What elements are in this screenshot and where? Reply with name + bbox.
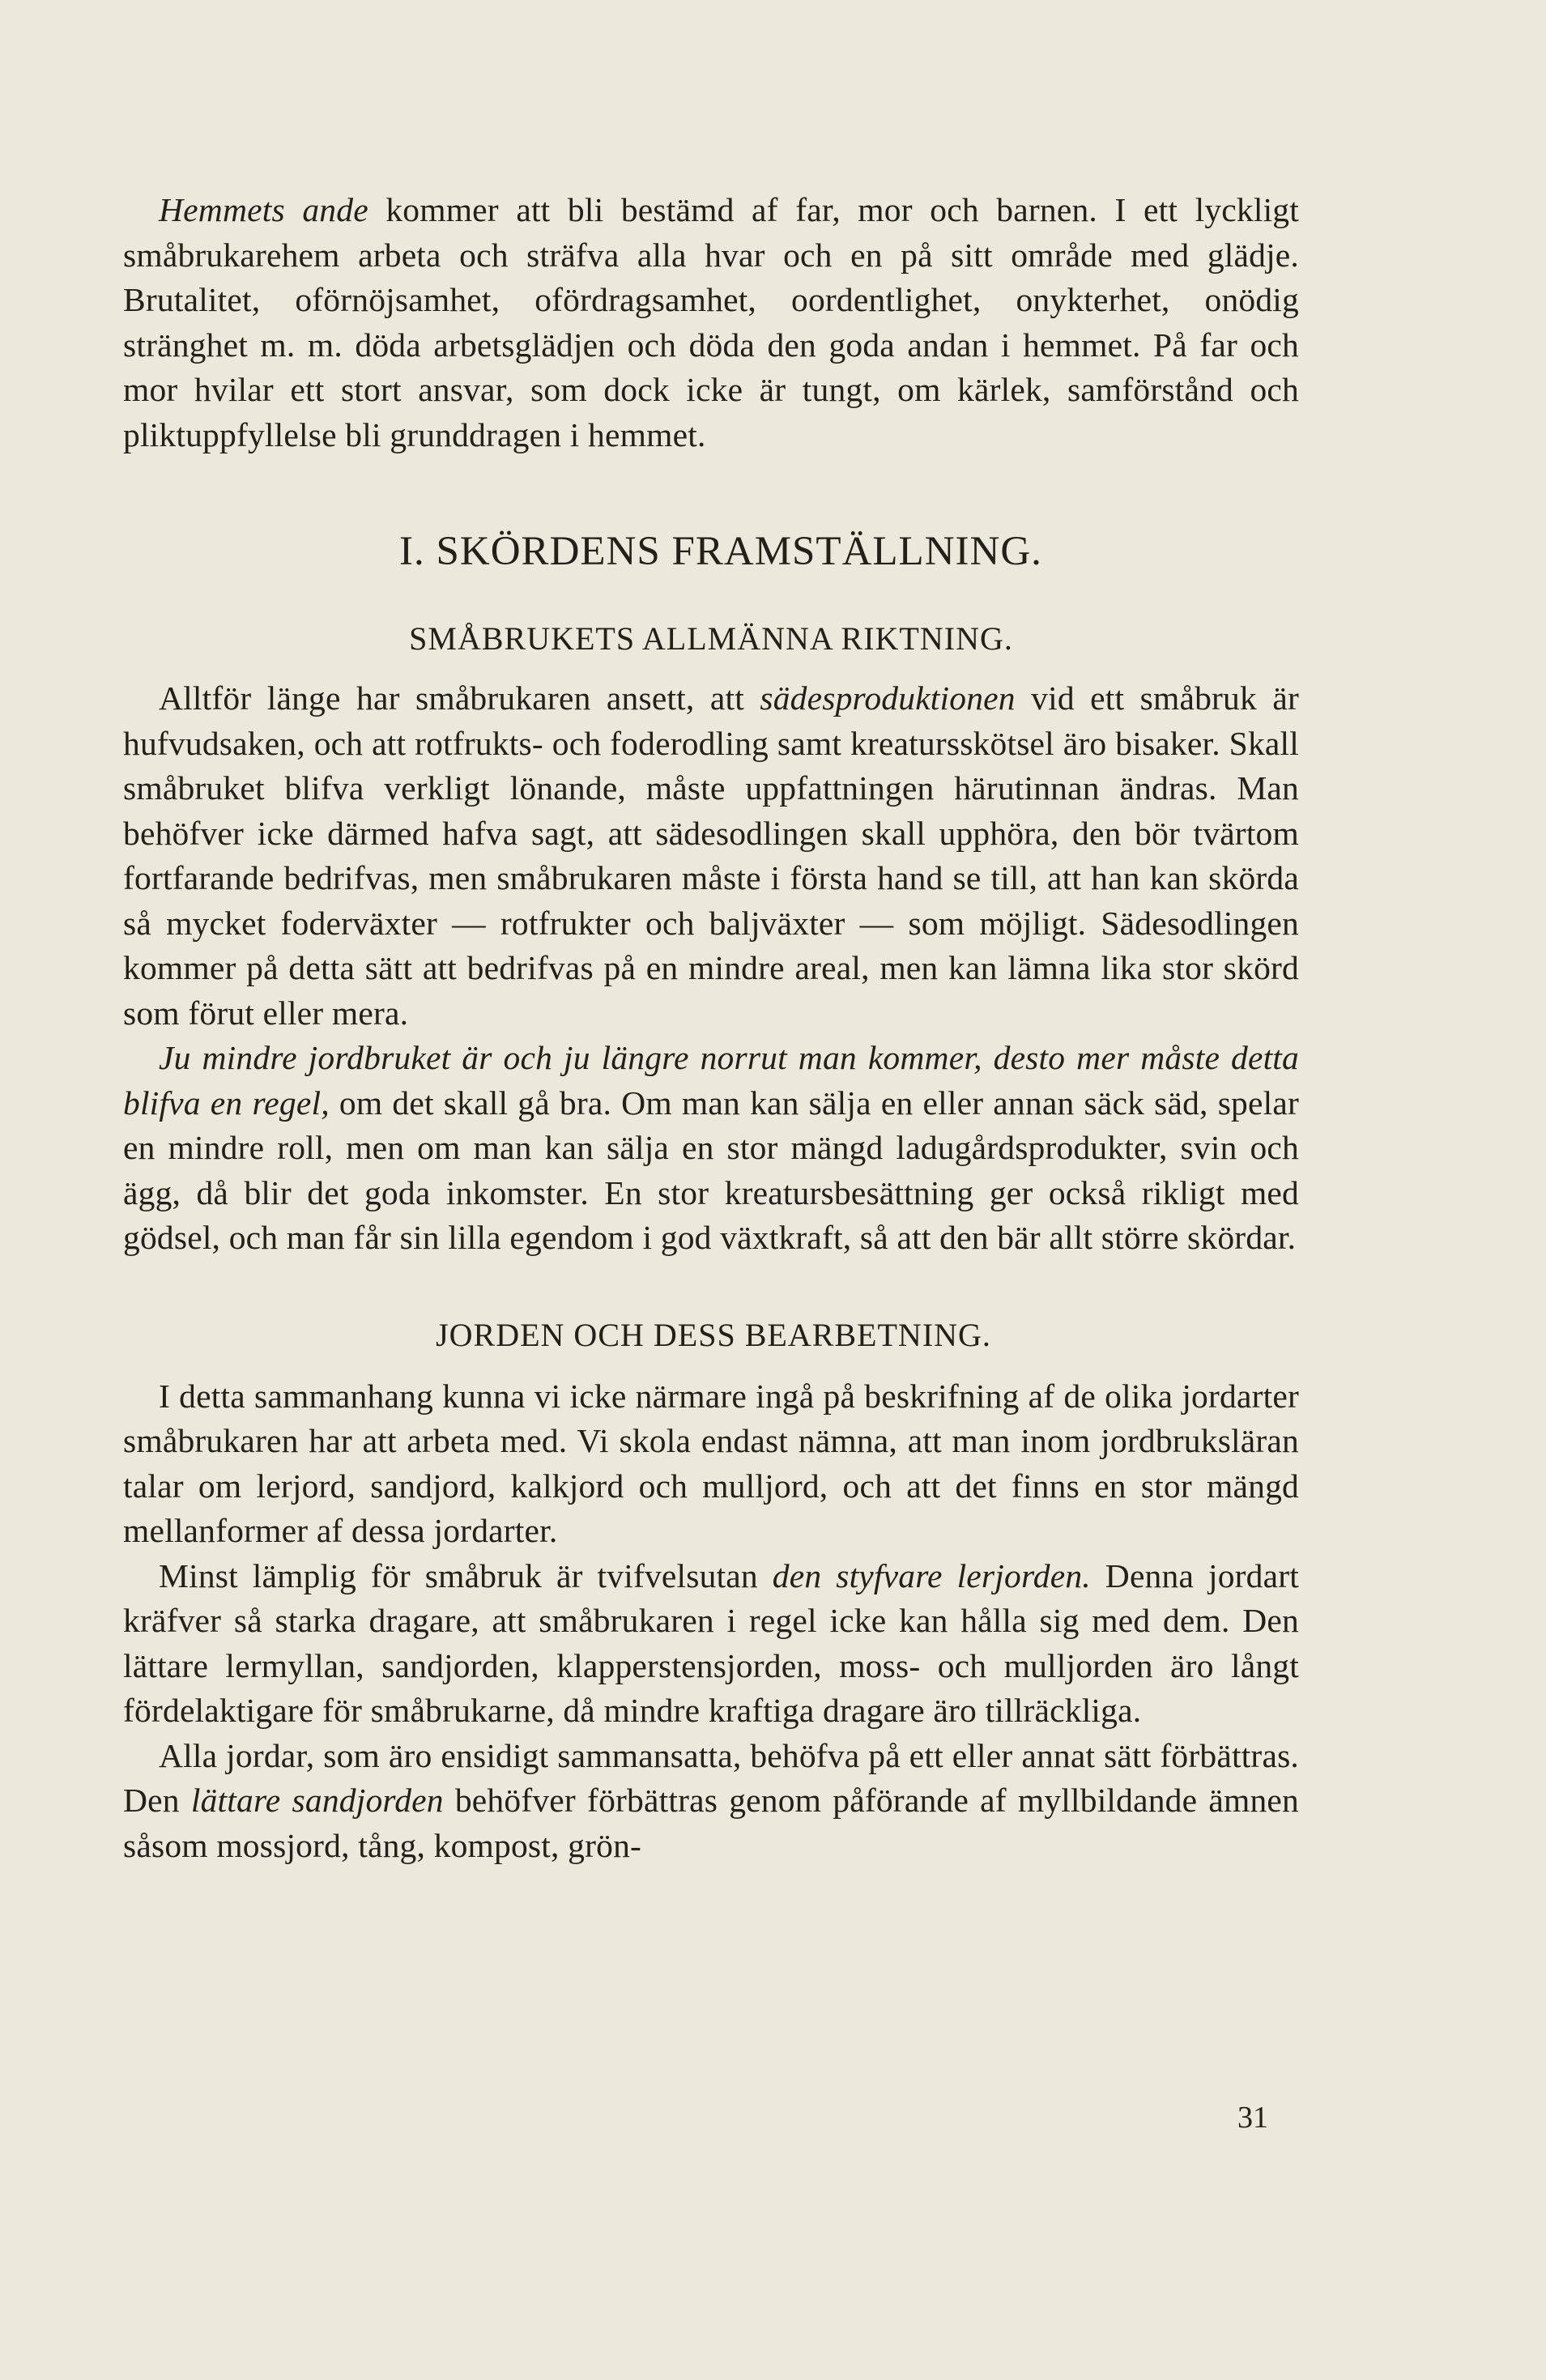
- page-number: 31: [1237, 2101, 1268, 2135]
- section2-paragraph-3: [123, 1734, 1299, 1869]
- section2-p3-text-b: behöfver förbättras genom påförande af myllbildande ämnen såsom mossjord, tång, kompost, grön-: [123, 1782, 1299, 1864]
- section2-paragraph-1: I detta sammanhang kunna vi icke närmare ingå på beskrifning af de olika jordarter småbrukaren har att arbeta med. Vi skola endast nämna, att man inom jordbruksläran talar om lerjord, sandjord, kalkjord och mulljord, och att det finns en stor mängd mellanformer af dessa jordarter.: [123, 1377, 1299, 1549]
- section1-p2-italic: Ju mindre jordbruket är och ju längre norrut man kommer, desto mer måste detta blifva en regel,: [123, 1039, 1299, 1122]
- section1-paragraph-1: [123, 676, 1299, 1036]
- section2-p2-text-a: Minst lämplig för småbruk är tvifvelsutan: [159, 1556, 773, 1594]
- intro-paragraph: [123, 188, 1299, 458]
- section2-heading: JORDEN OCH DESS BEARBETNING.: [436, 1316, 991, 1353]
- section1-p1-text-a: Alltför länge har småbrukaren ansett, att: [159, 679, 760, 717]
- section2-p2-italic: den styfvare lerjorden.: [772, 1556, 1091, 1594]
- page-text: [123, 188, 1299, 1868]
- section1-p2-text-b: om det skall gå bra. Om man kan sälja en eller annan säck säd, spelar en mindre roll, men om man kan sälja en stor mängd ladugårdsprodukter, svin och ägg, då blir det goda inkomster. En stor kreatursbesättning ger också rikligt med gödsel, och man får sin lilla egendom i god växtkraft, så att den bär allt större skördar.: [123, 1084, 1299, 1256]
- intro-text: kommer att bli bestämd af far, mor och barnen. I ett lyckligt småbrukarehem arbeta och sträfva alla hvar och en på sitt område med glädje. Brutalitet, oförnöjsamhet, ofördragsamhet, oordentlighet, onykterhet, onödig stränghet m. m. döda arbetsglädjen och döda den goda andan i hemmet. På far och mor hvilar ett stort ansvar, som dock icke är tungt, om kärlek, samförstånd och pliktuppfyllelse bli grunddragen i hemmet.: [123, 191, 1299, 453]
- section2-p2-text-b: Denna jordart kräfver så starka dragare, att småbrukaren i regel icke kan hålla sig med dem. Den lättare lermyllan, sandjorden, klapperstensjorden, moss- och mulljorden äro långt fördelaktigare för småbrukarne, då mindre kraftiga dragare äro tillräckliga.: [123, 1556, 1300, 1729]
- section2-paragraph-2: [123, 1554, 1299, 1734]
- intro-italic-lead: Hemmets ande: [159, 191, 368, 228]
- section2-p3-text-a: Alla jordar, som äro ensidigt sammansatta, behöfva på ett eller annat sätt förbättras. Den: [123, 1736, 1299, 1819]
- section1-paragraph-2: [123, 1036, 1299, 1261]
- section1-p1-text-b: vid ett småbruk är hufvudsaken, och att rotfrukts- och foderodling samt kreatursskötsel äro bisaker. Skall småbruket blifva verkligt lönande, måste uppfattningen härutinnan ändras. Man behöfver icke därmed hafva sagt, att sädesodlingen skall upphöra, den bör tvärtom fortfarande bedrifvas, men småbrukaren måste i första hand se till, att han kan skörda så mycket foderväxter — rotfrukter och baljväxter — som möjligt. Sädesodlingen kommer på detta sätt att bedrifvas på en mindre areal, men kan lämna lika stor skörd som förut eller mera.: [123, 679, 1299, 1032]
- section1-p1-italic: sädesproduktionen: [760, 679, 1016, 717]
- section1-heading: SMÅBRUKETS ALLMÄNNA RIKTNING.: [409, 620, 1013, 657]
- section-title: I. SKÖRDENS FRAMSTÄLLNING.: [399, 529, 1042, 574]
- section2-p3-italic: lättare sandjorden: [190, 1782, 444, 1819]
